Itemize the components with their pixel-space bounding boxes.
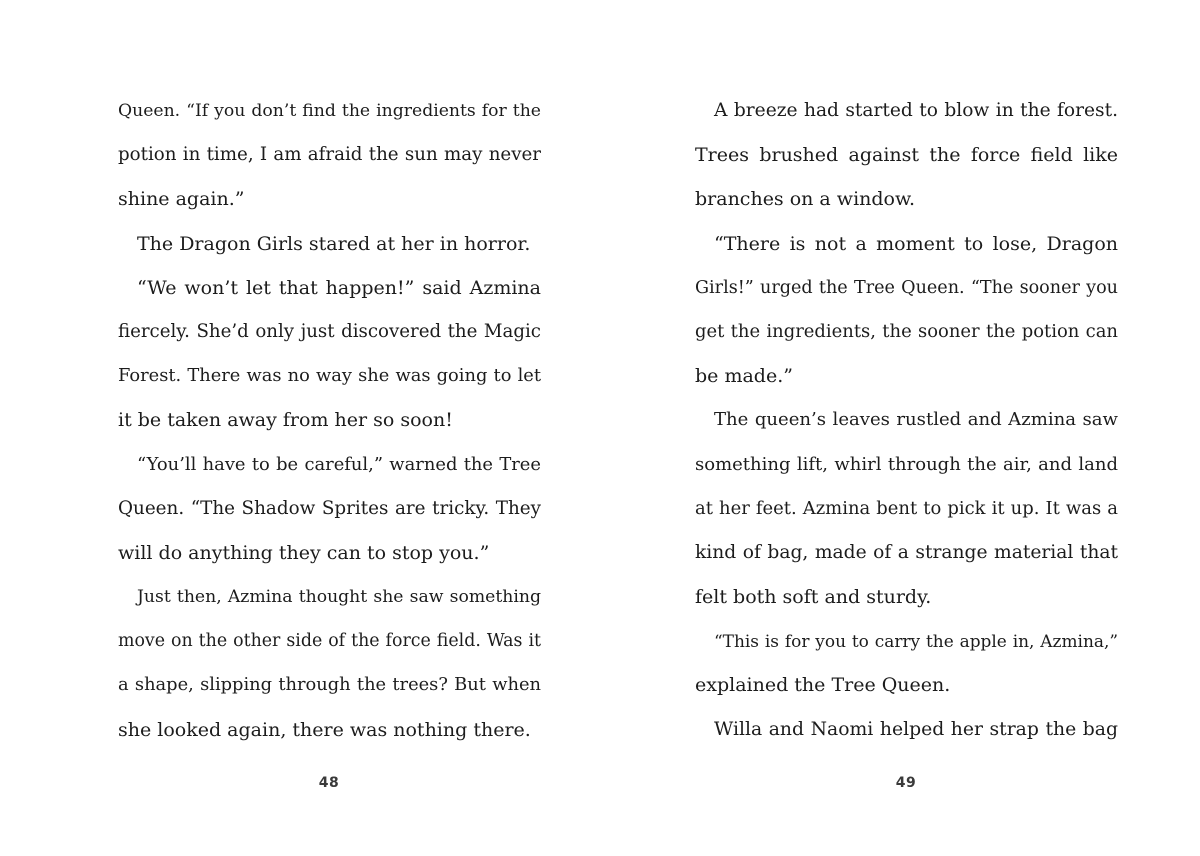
text-line: be made.” xyxy=(695,365,793,388)
text-line: A breeze had started to blow in the forest. xyxy=(714,100,1118,121)
text-line: Girls!” urged the Tree Queen. “The sooner you xyxy=(695,277,1118,298)
text-line: “There is not a moment to lose, Dragon xyxy=(714,232,1118,255)
text-line: shine again.” xyxy=(118,188,245,211)
text-line: Trees brushed against the force field like xyxy=(695,144,1118,167)
text-line: she looked again, there was nothing there. xyxy=(118,718,531,741)
text-line: at her feet. Azmina bent to pick it up. It was a xyxy=(695,497,1118,519)
right-page-text xyxy=(695,89,1118,752)
text-line: branches on a window. xyxy=(695,188,916,211)
text-line: Queen. “The Shadow Sprites are tricky. They xyxy=(118,497,541,519)
text-line: Just then, Azmina thought she saw something xyxy=(137,587,541,608)
text-line: move on the other side of the force field. Was it xyxy=(118,631,541,652)
text-line: The Dragon Girls stared at her in horror. xyxy=(137,232,531,255)
page-number-right: 49 xyxy=(895,775,917,791)
text-line: it be taken away from her so soon! xyxy=(118,409,453,432)
text-line: Willa and Naomi helped her strap the bag xyxy=(714,718,1118,740)
text-line: “You’ll have to be careful,” warned the Tree xyxy=(137,453,541,475)
left-page-text xyxy=(118,89,541,752)
text-line: something lift, whirl through the air, and land xyxy=(695,453,1118,475)
text-line: Forest. There was no way she was going to let xyxy=(118,365,541,387)
text-line: felt both soft and sturdy. xyxy=(695,586,932,609)
text-line: fiercely. She’d only just discovered the Magic xyxy=(118,320,541,342)
text-line: explained the Tree Queen. xyxy=(695,674,951,697)
text-line: potion in time, I am afraid the sun may never xyxy=(118,144,541,166)
text-line: “We won’t let that happen!” said Azmina xyxy=(137,276,541,299)
text-line: a shape, slipping through the trees? But when xyxy=(118,674,541,696)
text-line: Queen. “If you don’t find the ingredients for the xyxy=(118,101,541,121)
text-line: The queen’s leaves rustled and Azmina saw xyxy=(714,409,1118,431)
page-number-left: 48 xyxy=(318,775,340,791)
text-line: will do anything they can to stop you.” xyxy=(118,541,490,564)
text-line: get the ingredients, the sooner the potion can xyxy=(695,320,1118,342)
text-line: “This is for you to carry the apple in, Azmina,” xyxy=(714,631,1118,652)
text-line: kind of bag, made of a strange material that xyxy=(695,541,1118,563)
